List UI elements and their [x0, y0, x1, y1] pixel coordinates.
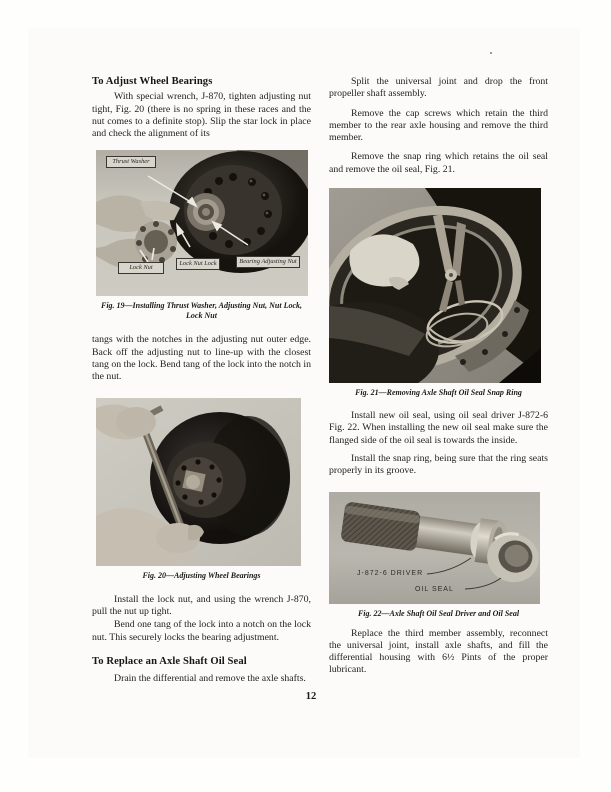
- fig19-label-lock-nut: Lock Nut: [118, 262, 164, 273]
- scan-speck: [490, 52, 492, 54]
- fig19-caption: Fig. 19—Installing Thrust Washer, Adjusting Nut, Nut Lock, Lock Nut: [100, 301, 303, 321]
- paragraph: tangs with the notches in the adjusting nut outer edge. Back off the adjusting nut to line-up with the closest tang on the lock. Bend tang of the lock into the notch in the nut.: [92, 334, 311, 383]
- fig20-photo: [96, 398, 301, 566]
- fig22-label-oil-seal: OIL SEAL: [415, 585, 454, 593]
- figure-19: [96, 150, 308, 296]
- fig20-caption: Fig. 20—Adjusting Wheel Bearings: [142, 570, 261, 580]
- paragraph: Replace the third member assembly, reconnect the universal joint, install axle shafts, and fill the differential housing with 6½ Pints of the proper lubricant.: [329, 627, 548, 676]
- fig19-photo: [96, 150, 308, 296]
- right-column: [329, 76, 548, 677]
- paragraph: Install new oil seal, using oil seal driver J-872-6 Fig. 22. When installing the new oil seal make sure the flanged side of the oil seal is towards the inside.: [329, 410, 548, 446]
- paragraph: Remove the cap screws which retain the third member to the rear axle housing and remove the third member.: [329, 107, 548, 144]
- paragraph: Install the snap ring, being sure that the ring seats properly in its groove.: [329, 452, 548, 477]
- paragraph: Remove the snap ring which retains the oil seal and remove the oil seal, Fig. 21.: [329, 151, 548, 175]
- figure-20: [96, 398, 301, 566]
- left-column: [92, 76, 311, 685]
- paragraph: Bend one tang of the lock into a notch on the lock nut. This securely locks the bearing adjustment.: [92, 619, 311, 643]
- section-heading-adjust-wheel-bearings: To Adjust Wheel Bearings: [92, 76, 213, 87]
- fig19-label-thrust-washer: Thrust Washer: [106, 156, 156, 167]
- paragraph: Split the universal joint and drop the front propeller shaft assembly.: [329, 76, 548, 100]
- fig21-caption: Fig. 21—Removing Axle Shaft Oil Seal Snap Ring: [355, 388, 522, 398]
- paragraph: With special wrench, J-870, tighten adjusting nut tight, Fig. 20 (there is no spring in these races and the nut comes to a definite stop). Slip the star lock in place and check the alignment of its: [92, 91, 311, 140]
- fig19-label-lock-nut-lock: Lock Nut Lock: [176, 258, 220, 269]
- fig19-label-bearing-adjusting-nut: Bearing Adjusting Nut: [236, 256, 300, 267]
- section-heading-replace-axle-shaft-oil-seal: To Replace an Axle Shaft Oil Seal: [92, 655, 247, 667]
- figure-22: [329, 492, 540, 604]
- page-number: 12: [305, 691, 317, 702]
- paragraph: Install the lock nut, and using the wrench J-870, pull the nut up tight.: [92, 593, 311, 617]
- fig22-caption: Fig. 22—Axle Shaft Oil Seal Driver and Oil Seal: [357, 608, 520, 618]
- paragraph: Drain the differential and remove the axle shafts.: [114, 673, 306, 685]
- fig22-label-driver: J-872-6 DRIVER: [357, 569, 424, 577]
- figure-21: [329, 188, 541, 383]
- fig21-photo: [329, 188, 541, 383]
